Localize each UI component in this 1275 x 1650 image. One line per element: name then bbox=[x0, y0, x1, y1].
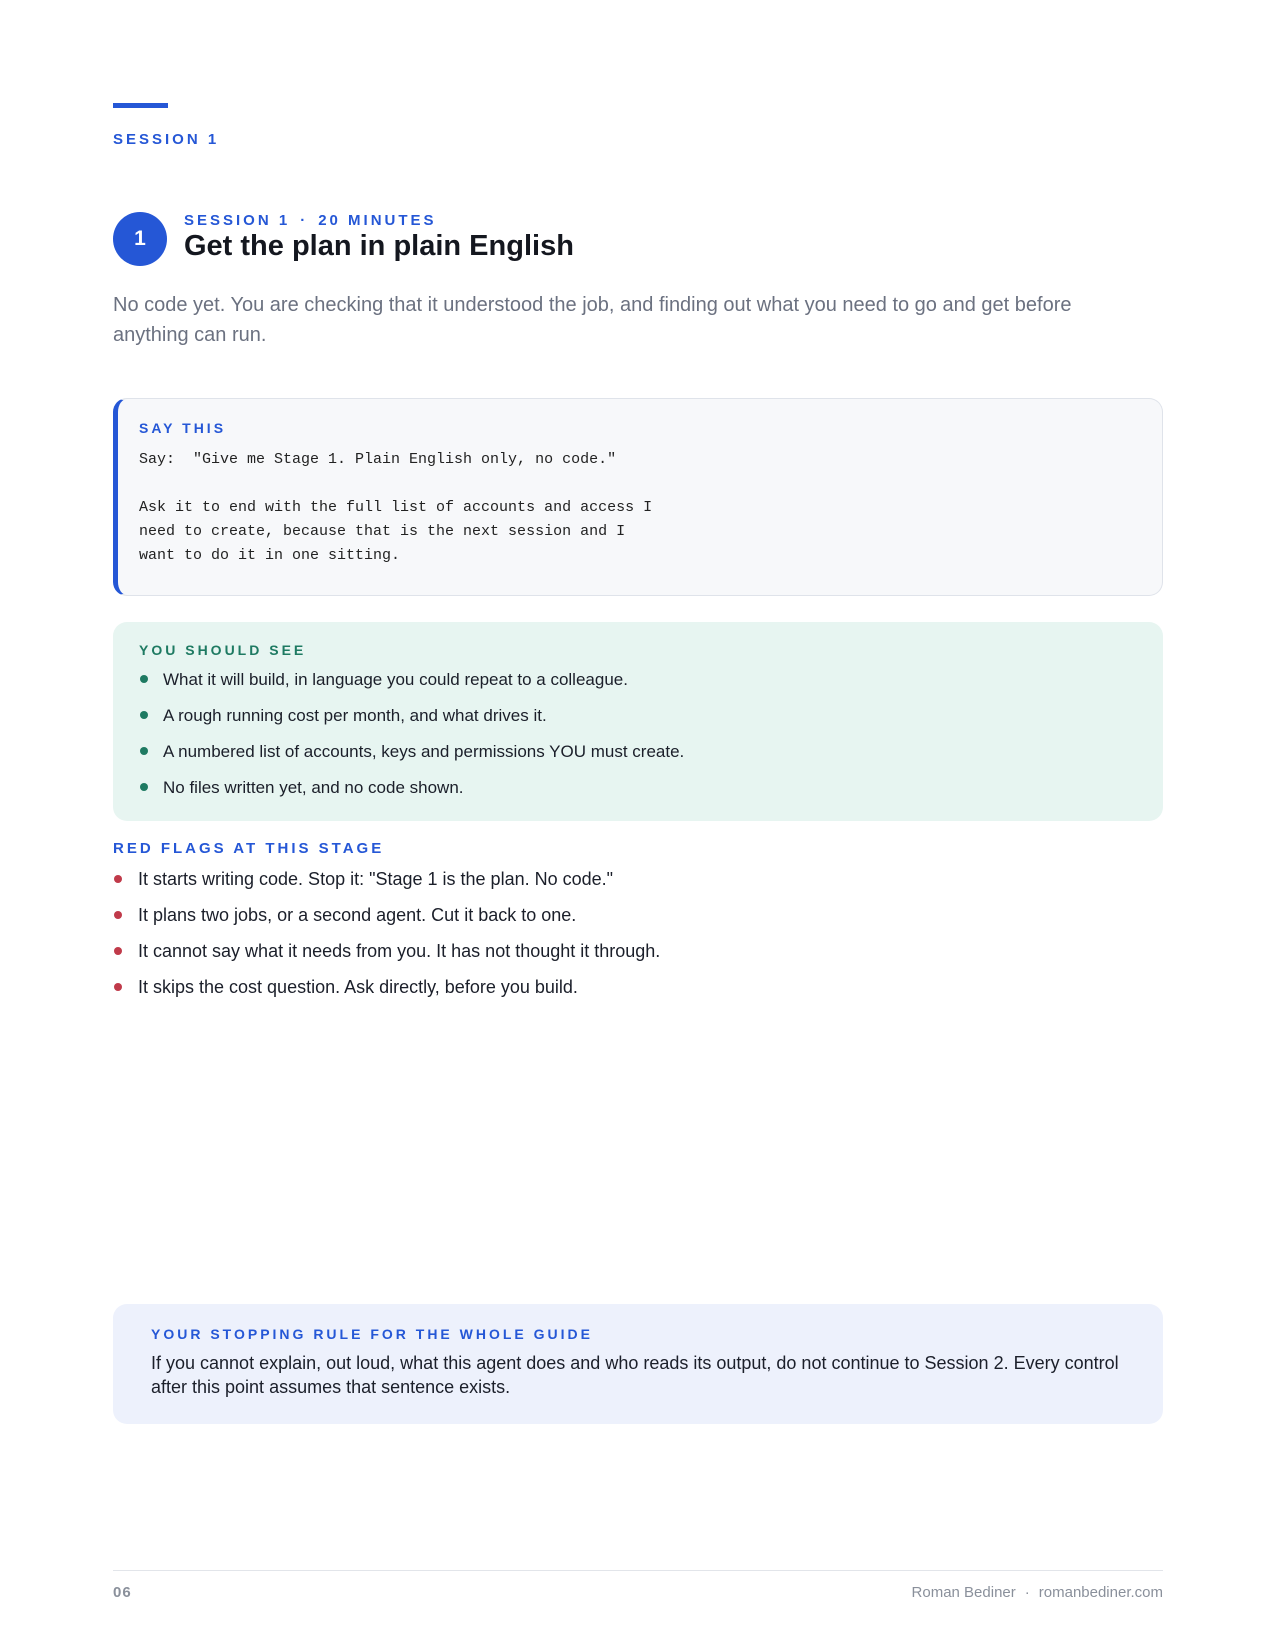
say-this-label: SAY THIS bbox=[139, 420, 227, 436]
page-number: 06 bbox=[113, 1584, 132, 1601]
red-flag-item: It starts writing code. Stop it: "Stage 1 is the plan. No code." bbox=[113, 868, 1163, 890]
footer-website: romanbediner.com bbox=[1038, 1584, 1163, 1601]
step-meta bbox=[184, 212, 437, 229]
footer-divider bbox=[113, 1570, 1163, 1571]
you-should-see-item: A rough running cost per month, and what drives it. bbox=[139, 705, 1137, 726]
step-duration: 20 MINUTES bbox=[318, 212, 437, 229]
intro-text: No code yet. You are checking that it understood the job, and finding out what you need to go and get before anything can run. bbox=[113, 294, 1072, 346]
section-kicker: SESSION 1 bbox=[113, 131, 220, 148]
step-meta-separator: · bbox=[300, 212, 309, 229]
accent-bar bbox=[113, 103, 168, 108]
say-this-box bbox=[113, 398, 1163, 596]
you-should-see-item: No files written yet, and no code shown. bbox=[139, 777, 1137, 798]
footer-credits bbox=[912, 1584, 1163, 1601]
red-flags-heading: RED FLAGS AT THIS STAGE bbox=[113, 840, 385, 857]
say-this-prompt: Say: "Give me Stage 1. Plain English only, no code." Ask it to end with the full list of accounts and access I need to create, because that is the next session and I want to do it in one sitting. bbox=[139, 451, 653, 564]
you-should-see-list bbox=[139, 669, 1137, 798]
you-should-see-box bbox=[113, 622, 1163, 821]
red-flag-item: It plans two jobs, or a second agent. Cut it back to one. bbox=[113, 904, 1163, 926]
you-should-see-item: What it will build, in language you could repeat to a colleague. bbox=[139, 669, 1137, 690]
stopping-rule-text: If you cannot explain, out loud, what this agent does and who reads its output, do not continue to Session 2. Every control after this point assumes that sentence exists. bbox=[151, 1353, 1119, 1397]
red-flag-item: It skips the cost question. Ask directly, before you build. bbox=[113, 976, 1163, 998]
you-should-see-label: YOU SHOULD SEE bbox=[139, 642, 307, 658]
stopping-rule-label: YOUR STOPPING RULE FOR THE WHOLE GUIDE bbox=[151, 1326, 593, 1342]
step-session: SESSION 1 bbox=[184, 212, 291, 229]
you-should-see-item: A numbered list of accounts, keys and permissions YOU must create. bbox=[139, 741, 1137, 762]
footer-separator: · bbox=[1024, 1584, 1030, 1601]
footer-author: Roman Bediner bbox=[911, 1584, 1016, 1601]
page-title: Get the plan in plain English bbox=[184, 230, 574, 262]
step-number-badge: 1 bbox=[113, 212, 167, 266]
red-flag-item: It cannot say what it needs from you. It has not thought it through. bbox=[113, 940, 1163, 962]
red-flags-list bbox=[113, 868, 1163, 1012]
stopping-rule-box bbox=[113, 1304, 1163, 1424]
